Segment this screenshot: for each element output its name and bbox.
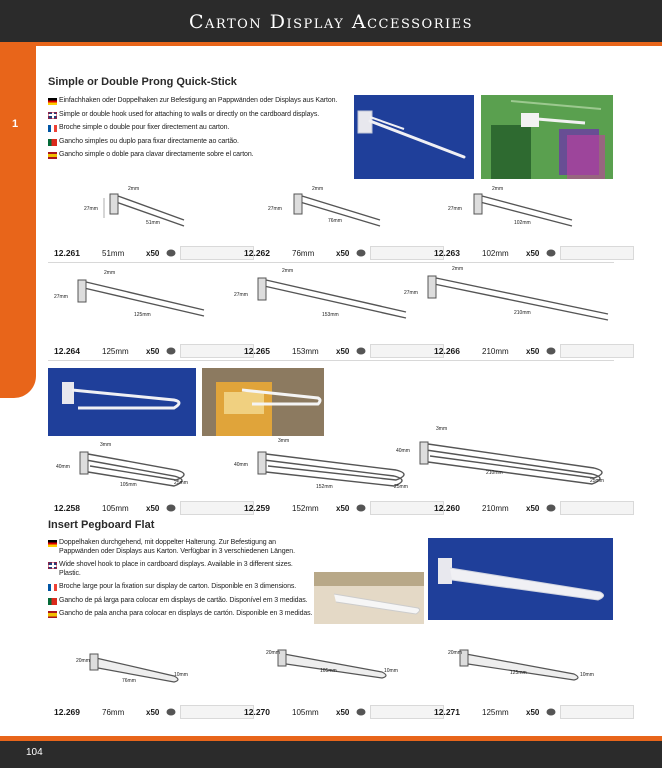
product-row-12-261: 12.261 51mm x50 [54, 246, 254, 260]
box-quantity-icon [356, 347, 366, 355]
section-title-quick-stick: Simple or Double Prong Quick-Stick [48, 76, 237, 88]
description-es: Gancho de pala ancha para colocar en displays de cartón. Disponible en 3 medidas. [48, 610, 316, 619]
footer-band [0, 741, 662, 768]
drawing-12-260: 40mm 3mm 210mm 25mm [396, 426, 604, 484]
section2-descriptions [48, 539, 316, 624]
header-accent-rule [0, 42, 662, 46]
order-quantity-field[interactable] [180, 501, 254, 515]
chapter-number: 1 [12, 118, 19, 130]
box-quantity-icon [166, 708, 176, 716]
product-row-12-270: 12.270 105mm x50 [244, 705, 444, 719]
row-divider [48, 360, 614, 361]
product-row-12-271: 12.271 125mm x50 [434, 705, 634, 719]
box-quantity-icon [166, 504, 176, 512]
product-row-12-259: 12.259 152mm x50 [244, 501, 444, 515]
pt-flag-icon [48, 139, 57, 146]
description-es: Gancho simple o doble para clavar directamente sobre el carton. [48, 151, 348, 160]
order-quantity-field[interactable] [560, 501, 634, 515]
drawing-12-269: 20mm 76mm 10mm [78, 648, 188, 688]
page-title: Carton Display Accessories [188, 11, 474, 33]
product-row-12-269: 12.269 76mm x50 [54, 705, 254, 719]
box-quantity-icon [356, 249, 366, 257]
drawing-12-261: 27mm 2mm 51mm [84, 186, 194, 232]
drawing-12-263: 27mm 2mm 102mm [448, 186, 578, 232]
order-quantity-field[interactable] [370, 246, 444, 260]
order-quantity-field[interactable] [180, 705, 254, 719]
double-hook-illustration [48, 368, 196, 436]
order-quantity-field[interactable] [560, 705, 634, 719]
gb-flag-icon [48, 112, 57, 119]
display-pack-illustration [202, 368, 324, 436]
order-quantity-field[interactable] [560, 344, 634, 358]
product-row-12-260: 12.260 210mm x50 [434, 501, 634, 515]
flat-hook-illustration [428, 538, 613, 620]
quick-stick-display-photo [481, 95, 613, 179]
drawing-12-259: 40mm 3mm 152mm 25mm [234, 438, 408, 490]
flat-display-illustration [314, 572, 424, 624]
double-prong-hook-photo [48, 368, 196, 436]
description-pt: Gancho simples ou duplo para fixar directamente ao cartão. [48, 138, 348, 147]
order-quantity-field[interactable] [180, 344, 254, 358]
chapter-tab [0, 46, 36, 398]
box-quantity-icon [356, 504, 366, 512]
description-fr: Broche simple o double pour fixer directement au carton. [48, 124, 348, 133]
drawing-12-265: 27mm 2mm 153mm [234, 266, 414, 326]
es-flag-icon [48, 611, 57, 618]
order-quantity-field[interactable] [370, 705, 444, 719]
description-de: Einfachhaken oder Doppelhaken zur Befestigung an Pappwänden oder Displays aus Karton. [48, 97, 348, 106]
pegboard-flat-display-photo [314, 572, 424, 624]
order-quantity-field[interactable] [370, 501, 444, 515]
drawing-12-258: 40mm 3mm 105mm 25mm [56, 442, 188, 488]
box-quantity-icon [546, 347, 556, 355]
display-illustration [481, 95, 613, 179]
pt-flag-icon [48, 598, 57, 605]
drawing-12-262: 27mm 2mm 76mm [268, 186, 388, 232]
drawing-12-266: 27mm 2mm 210mm [404, 262, 616, 328]
order-quantity-field[interactable] [370, 344, 444, 358]
description-gb: Simple or double hook used for attaching to walls or directly on the cardboard displays. [48, 111, 348, 120]
product-row-12-265: 12.265 153mm x50 [244, 344, 444, 358]
product-row-12-258: 12.258 105mm x50 [54, 501, 254, 515]
drawing-12-270: 20mm 105mm 10mm [266, 644, 396, 684]
description-fr: Broche large pour la fixation sur display de carton. Disponible en 3 dimensions. [48, 583, 316, 592]
order-quantity-field[interactable] [560, 246, 634, 260]
fr-flag-icon [48, 125, 57, 132]
double-prong-display-photo [202, 368, 324, 436]
product-row-12-264: 12.264 125mm x50 [54, 344, 254, 358]
gb-flag-icon [48, 562, 57, 569]
product-row-12-266: 12.266 210mm x50 [434, 344, 634, 358]
de-flag-icon [48, 540, 57, 547]
page-number: 104 [26, 747, 43, 758]
box-quantity-icon [166, 347, 176, 355]
section1-descriptions [48, 97, 348, 165]
box-quantity-icon [356, 708, 366, 716]
description-gb: Wide shovel hook to place in cardboard displays. Available in 3 different sizes. Plastic. [48, 561, 316, 578]
section-title-insert-pegboard: Insert Pegboard Flat [48, 519, 155, 531]
description-pt: Gancho de pá larga para colocar em displays de cartão. Disponível em 3 medidas. [48, 597, 316, 606]
box-quantity-icon [166, 249, 176, 257]
box-quantity-icon [546, 708, 556, 716]
drawing-12-264: 27mm 2mm 125mm [54, 270, 214, 324]
box-quantity-icon [546, 249, 556, 257]
pegboard-flat-hook-photo [428, 538, 613, 620]
product-row-12-263: 12.263 102mm x50 [434, 246, 634, 260]
es-flag-icon [48, 152, 57, 159]
product-row-12-262: 12.262 76mm x50 [244, 246, 444, 260]
box-quantity-icon [546, 504, 556, 512]
de-flag-icon [48, 98, 57, 105]
order-quantity-field[interactable] [180, 246, 254, 260]
hook-illustration [354, 95, 474, 179]
drawing-12-271: 20mm 125mm 10mm [448, 650, 594, 678]
quick-stick-hook-photo [354, 95, 474, 179]
description-de: Doppelhaken durchgehend, mit doppelter Halterung. Zur Befestigung an Pappwänden oder Displays aus Karton. Verfügbar in 3 verschiedenen Längen. [48, 539, 316, 556]
fr-flag-icon [48, 584, 57, 591]
